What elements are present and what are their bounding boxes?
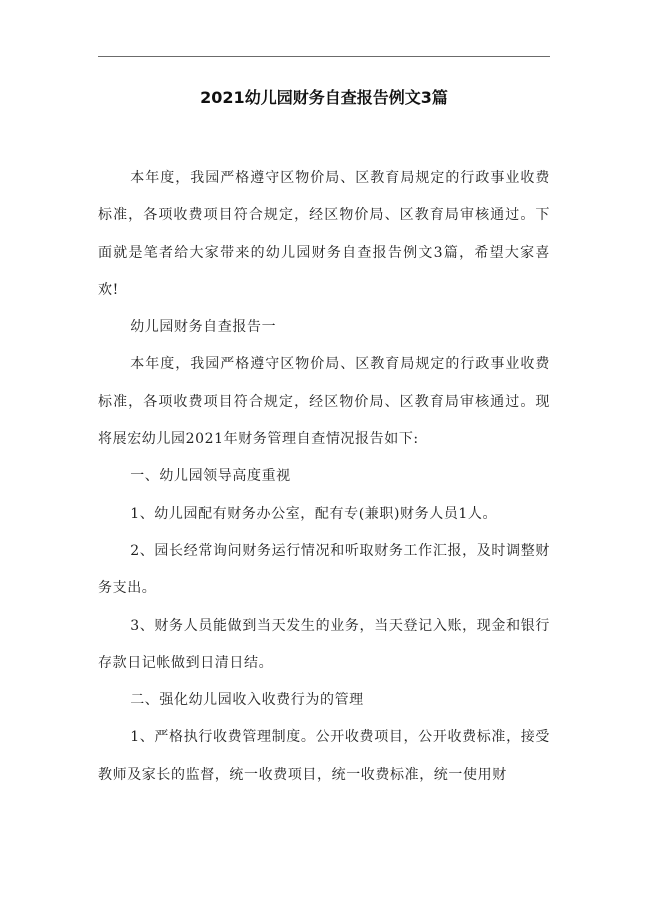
section-heading-leadership: 一、幼儿园领导高度重视 [130,468,291,485]
document-body [98,160,550,794]
section-heading-income-management: 二、强化幼儿园收入收费行为的管理 [130,692,364,709]
section-heading-report-one: 幼儿园财务自查报告一 [130,319,277,336]
document-title: 2021幼儿园财务自查报告例文3篇 [200,88,448,107]
list-item: 1、严格执行收费管理制度。公开收费项目，公开收费标准，接受教师及家长的监督，统一收费项目，统一收费标准，统一使用财 [98,729,550,783]
report-intro-paragraph: 本年度，我园严格遵守区物价局、区教育局规定的行政事业收费标准，各项收费项目符合规定，经区物价局、区教育局审核通过。现将展宏幼儿园2021年财务管理自查情况报告如下: [98,356,550,448]
list-item: 2、园长经常询问财务运行情况和听取财务工作汇报，及时调整财务支出。 [98,542,550,597]
intro-paragraph: 本年度，我园严格遵守区物价局、区教育局规定的行政事业收费标准，各项收费项目符合规定，经区物价局、区教育局审核通过。下面就是笔者给大家带来的幼儿园财务自查报告例文3篇，希望大家喜欢! [98,170,550,298]
list-item: 3、财务人员能做到当天发生的业务，当天登记入账，现金和银行存款日记帐做到日清日结。 [98,617,550,671]
list-item: 1、幼儿园配有财务办公室，配有专(兼职)财务人员1人。 [130,505,498,522]
header-rule [98,56,550,57]
